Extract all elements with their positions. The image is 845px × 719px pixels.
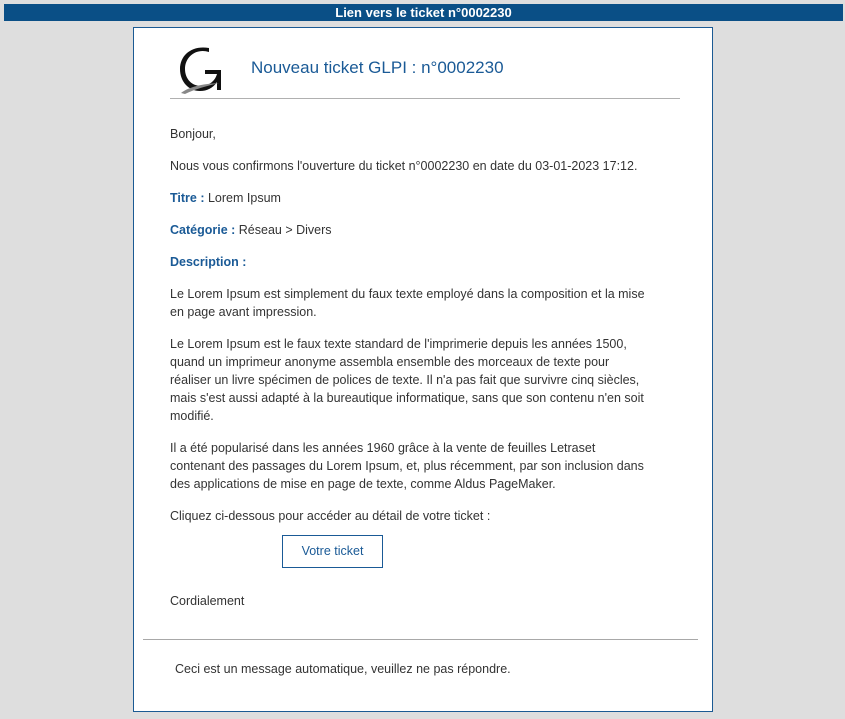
glpi-logo-icon bbox=[179, 46, 225, 94]
ticket-title-row bbox=[170, 189, 645, 207]
title-value: Lorem Ipsum bbox=[207, 191, 281, 205]
header-divider bbox=[170, 98, 680, 99]
confirmation-text: Nous vous confirmons l'ouverture du ticket n°0002230 en date du 03-01-2023 17:12. bbox=[170, 159, 638, 173]
title-label: Titre : bbox=[170, 191, 205, 205]
greeting: Bonjour, bbox=[170, 127, 216, 141]
automatic-message-note: Ceci est un message automatique, veuillez ne pas répondre. bbox=[175, 662, 511, 676]
cta-intro: Cliquez ci-dessous pour accéder au détail de votre ticket : bbox=[170, 509, 491, 523]
description-row bbox=[170, 253, 645, 271]
closing-text: Cordialement bbox=[170, 594, 245, 608]
ticket-category-row bbox=[170, 221, 645, 239]
description-paragraph: Le Lorem Ipsum est le faux texte standard de l'imprimerie depuis les années 1500, quand un imprimeur anonyme assembla ensemble des morceaux de texte pour réaliser un livre spécimen de polices de texte. Il n'a pas fait que survivre cinq siècles, mais s'est aussi adapté à la bureautique informatique, sans que son contenu n'en soit modifié. bbox=[170, 337, 644, 423]
ticket-link[interactable]: Lien vers le ticket n°0002230 bbox=[4, 4, 843, 21]
category-value: Réseau > Divers bbox=[238, 223, 332, 237]
footer-divider bbox=[143, 639, 698, 640]
description-paragraph: Le Lorem Ipsum est simplement du faux texte employé dans la composition et la mise en page avant impression. bbox=[170, 287, 645, 319]
description-label: Description : bbox=[170, 255, 247, 269]
email-card bbox=[133, 27, 713, 712]
view-ticket-button[interactable]: Votre ticket bbox=[282, 535, 383, 568]
category-label: Catégorie : bbox=[170, 223, 236, 237]
email-title: Nouveau ticket GLPI : n°0002230 bbox=[251, 58, 504, 77]
email-content bbox=[170, 125, 645, 539]
description-paragraph: Il a été popularisé dans les années 1960 grâce à la vente de feuilles Letraset contenant des passages du Lorem Ipsum, et, plus récemment, par son inclusion dans des applications de mise en page de texte, comme Aldus PageMaker. bbox=[170, 441, 644, 491]
